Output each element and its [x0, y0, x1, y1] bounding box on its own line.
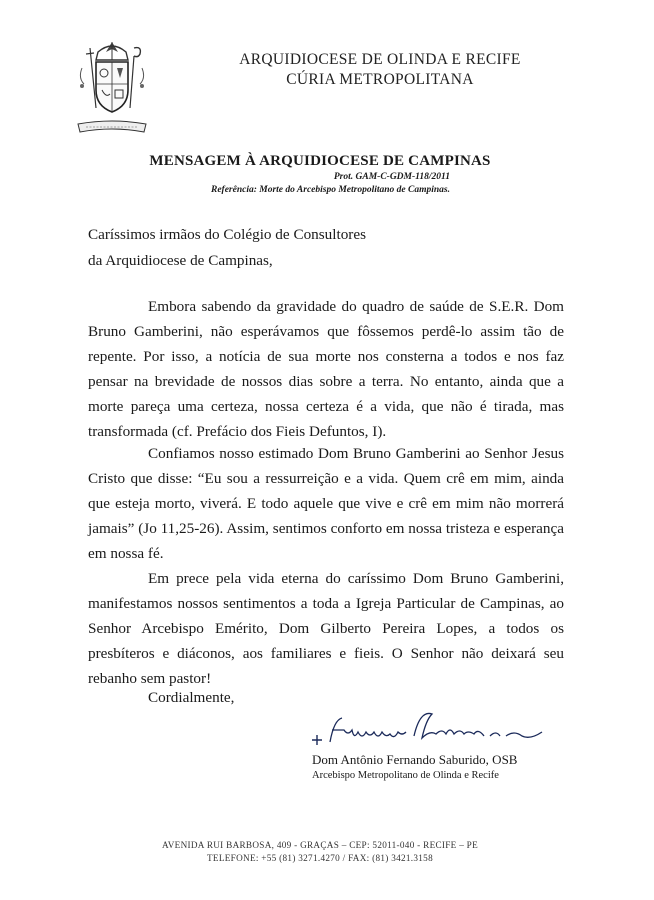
paragraph-3: Em prece pela vida eterna do caríssimo Dom Bruno Gamberini, manifestamos nossos sentimentos a toda a Igreja Particular de Campinas, ao Senhor Arcebispo Emérito, Dom Gilberto Pereira Lopes, a todos os presbíteros e diáconos, aos familiares e fieis. O Senhor não deixará seu rebanho sem pastor! [88, 570, 564, 687]
letterhead-archdiocese: ARQUIDIOCESE DE OLINDA E RECIFE [239, 51, 521, 68]
signer-title: Arcebispo Metropolitano de Olinda e Recife [312, 770, 499, 781]
closing: Cordialmente, [148, 689, 235, 706]
footer-phone: TELEFONE: +55 (81) 3271.4270 / FAX: (81) 3421.3158 [207, 853, 433, 863]
footer-address: AVENIDA RUI BARBOSA, 409 - GRAÇAS – CEP: 52011-040 - RECIFE – PE [161, 840, 479, 850]
salutation [88, 222, 366, 274]
letterhead-curia: CÚRIA METROPOLITANA [286, 71, 474, 88]
salutation-line-1: Caríssimos irmãos do Colégio de Consultores [88, 226, 367, 243]
document-title: MENSAGEM À ARQUIDIOCESE DE CAMPINAS [149, 153, 491, 169]
paragraph-2: Confiamos nosso estimado Dom Bruno Gamberini ao Senhor Jesus Cristo que disse: “Eu sou a ressurreição e a vida. Quem crê em mim, ainda que esteja morto, viverá. E todo aquele que vive e crê em mim não morrerá jamais” (Jo 11,25-26). Assim, sentimos conforto em nossa tristeza e esperança em nossa fé. [88, 445, 564, 562]
paragraph-1: Embora sabendo da gravidade do quadro de saúde de S.E.R. Dom Bruno Gamberini, não esperávamos que fôssemos perdê-lo assim tão de repente. Por isso, a notícia de sua morte nos consterna a todos e nos faz pensar na brevidade de nossos dias sobre a terra. No entanto, ainda que a morte pareça uma certeza, nossa certeza é a vida, que não é tirada, mas transformada (cf. Prefácio dos Fieis Defuntos, I). [88, 298, 564, 440]
protocol-number: Prot. GAM-C-GDM-118/2011 [333, 172, 450, 182]
reference-line: Referência: Morte do Arcebispo Metropolitano de Campinas. [211, 185, 450, 195]
handwritten-signature [308, 706, 548, 750]
salutation-line-2: da Arquidiocese de Campinas, [88, 252, 273, 269]
signer-name: Dom Antônio Fernando Saburido, OSB [312, 752, 518, 767]
coat-of-arms-icon [72, 38, 152, 138]
